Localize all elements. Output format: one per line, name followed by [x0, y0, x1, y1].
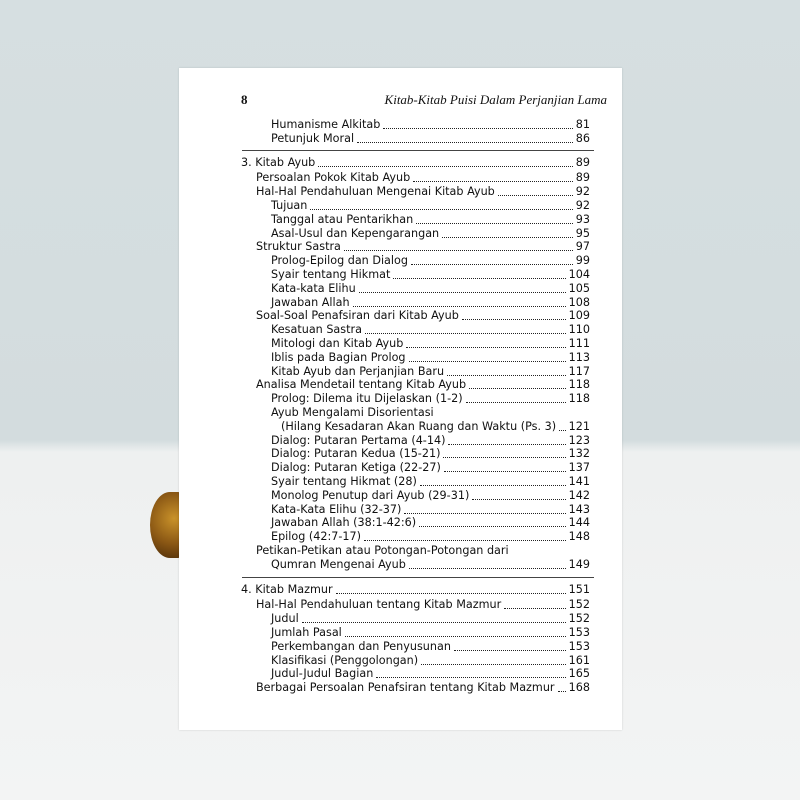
toc-entry-page: 161: [568, 653, 590, 667]
dot-leader: [359, 292, 566, 293]
dot-leader: [472, 499, 565, 500]
toc-entry[interactable]: [271, 282, 590, 296]
dot-leader: [504, 608, 565, 609]
toc-entry-title: Iblis pada Bagian Prolog: [271, 350, 406, 364]
toc-entry-page: 132: [568, 447, 590, 461]
dot-leader: [558, 691, 566, 692]
toc-entry[interactable]: [271, 503, 590, 517]
toc-entry[interactable]: [271, 296, 590, 310]
toc-entry[interactable]: [271, 254, 590, 268]
page-header: [179, 92, 622, 110]
toc-entry-page: 99: [575, 254, 590, 268]
toc-entry[interactable]: [281, 420, 590, 434]
toc-entry-title: Monolog Penutup dari Ayub (29-31): [271, 488, 470, 502]
dot-leader: [383, 128, 572, 129]
toc-entry-title: Qumran Mengenai Ayub: [271, 557, 406, 571]
section-divider: [242, 150, 594, 151]
dot-leader: [393, 278, 565, 279]
toc-entry-title: Berbagai Persoalan Penafsiran tentang Kitab Mazmur: [256, 681, 555, 695]
toc-entry-page: 143: [568, 502, 590, 516]
toc-entry-page: 97: [575, 240, 590, 254]
toc-entry-page: 81: [575, 118, 590, 131]
toc-entry-title: Kata-kata Elihu: [271, 281, 356, 295]
toc-entry[interactable]: [256, 309, 590, 323]
toc-entry-page: 118: [568, 392, 590, 406]
toc-entry-title: Persoalan Pokok Kitab Ayub: [256, 171, 411, 185]
toc-entry-title: Judul: [271, 612, 299, 626]
dot-leader: [404, 513, 565, 514]
dot-leader: [448, 444, 565, 445]
toc-entry[interactable]: [271, 268, 590, 282]
toc-entry-page: 153: [568, 626, 590, 639]
toc-entry[interactable]: [271, 667, 590, 681]
dot-leader: [302, 622, 566, 623]
toc-section-heading[interactable]: [241, 156, 590, 170]
toc-entry-page: 111: [568, 337, 590, 350]
toc-entry-title: Soal-Soal Penafsiran dari Kitab Ayub: [256, 309, 459, 323]
toc-entry-page: 152: [568, 612, 590, 626]
toc-entry[interactable]: [271, 558, 590, 572]
toc-entry-title: Hal-Hal Pendahuluan tentang Kitab Mazmur: [256, 598, 502, 612]
toc-entry-page: 118: [568, 378, 590, 392]
dot-leader: [411, 264, 573, 265]
toc-entry-page: 92: [575, 199, 590, 212]
toc-entry[interactable]: [256, 598, 590, 612]
toc-entry-title: Kesatuan Sastra: [271, 323, 362, 337]
dot-leader: [409, 361, 566, 362]
toc-entry[interactable]: [256, 681, 590, 695]
dot-leader: [443, 457, 565, 458]
toc-entry[interactable]: [271, 612, 590, 626]
toc-entry[interactable]: [256, 378, 590, 392]
toc-entry[interactable]: [271, 118, 590, 132]
toc-entry-title: Syair tentang Hikmat (28): [271, 475, 417, 488]
toc-entry-title: Petunjuk Moral: [271, 131, 355, 145]
toc-entry-title: Syair tentang Hikmat: [271, 268, 391, 281]
dot-leader: [310, 209, 572, 210]
toc-entry-page: 137: [568, 461, 590, 475]
toc-entry-title: Prolog: Dilema itu Dijelaskan (1-2): [271, 392, 463, 406]
toc-entry-title: Tanggal atau Pentarikhan: [271, 212, 414, 226]
toc-entry-title: Epilog (42:7-17): [271, 530, 362, 544]
toc-entry-title: Struktur Sastra: [256, 240, 341, 254]
toc-entry[interactable]: [271, 626, 590, 640]
toc-entry-page: 89: [575, 171, 590, 185]
toc-entry[interactable]: [271, 654, 590, 668]
toc-entry[interactable]: [271, 199, 590, 213]
dot-leader: [376, 677, 565, 678]
dot-leader: [447, 375, 566, 376]
toc-entry-page: 144: [568, 516, 590, 530]
toc-entry[interactable]: [271, 351, 590, 365]
toc-entry-page: 110: [568, 323, 590, 337]
toc-entry[interactable]: [271, 516, 590, 530]
toc-entry-title: Dialog: Putaran Kedua (15-21): [271, 447, 441, 461]
toc-entry-title: Klasifikasi (Penggolongan): [271, 653, 419, 667]
toc-entry-title: Petikan-Petikan atau Potongan-Potongan dari: [256, 544, 509, 557]
dot-leader: [345, 636, 566, 637]
toc-entry-title: Kitab Ayub dan Perjanjian Baru: [271, 364, 445, 378]
dot-leader: [406, 347, 565, 348]
toc-entry-title: Perkembangan dan Penyusunan: [271, 639, 451, 653]
dot-leader: [336, 593, 566, 594]
toc-entry-title: Kata-Kata Elihu (32-37): [271, 502, 402, 516]
toc-entry-page: 141: [568, 475, 590, 488]
toc-entry-page: 142: [568, 488, 590, 502]
toc-entry[interactable]: [256, 185, 590, 199]
toc-entry-page: 117: [568, 364, 590, 378]
toc-entry-page: 152: [568, 598, 590, 612]
section-divider: [242, 577, 594, 578]
toc-entry-title: Dialog: Putaran Pertama (4-14): [271, 433, 446, 447]
book-page: [179, 68, 622, 730]
toc-entry-page: 86: [575, 131, 590, 145]
dot-leader: [419, 526, 565, 527]
toc-entry-title: Mitologi dan Kitab Ayub: [271, 337, 404, 350]
toc-entry-title: Tujuan: [271, 199, 308, 212]
toc-entry-page: 104: [568, 268, 590, 281]
toc-entry-page: 113: [568, 350, 590, 364]
toc-entry-page: 93: [575, 212, 590, 226]
toc-entry-page: 123: [568, 433, 590, 447]
toc-entry-title: (Hilang Kesadaran Akan Ruang dan Waktu (Ps. 3): [281, 419, 557, 433]
dot-leader: [469, 388, 566, 389]
dot-leader: [365, 333, 566, 334]
toc-entry[interactable]: [256, 240, 590, 254]
dot-leader: [559, 430, 566, 431]
toc-entry-title: 4. Kitab Mazmur: [241, 582, 333, 596]
toc-entry-title: Analisa Mendetail tentang Kitab Ayub: [256, 378, 467, 392]
toc-entry-page: 105: [568, 281, 590, 295]
dot-leader: [466, 402, 566, 403]
toc-entry-page: 165: [568, 667, 590, 681]
toc-entry[interactable]: [271, 365, 590, 379]
toc-entry-title: Asal-Usul dan Kepengarangan: [271, 226, 440, 240]
toc-entry[interactable]: [271, 475, 590, 489]
page-number: 8: [241, 92, 248, 107]
dot-leader: [357, 142, 573, 143]
toc-entry-page: 151: [568, 582, 590, 596]
toc-entry[interactable]: [271, 640, 590, 654]
toc-entry[interactable]: [271, 447, 590, 461]
toc-entry[interactable]: [271, 530, 590, 544]
toc-entry-title: Jumlah Pasal: [271, 626, 342, 639]
dot-leader: [421, 664, 566, 665]
toc-entry-page: 153: [568, 639, 590, 653]
toc-entry-page: 109: [568, 309, 590, 323]
toc-entry[interactable]: [271, 461, 590, 475]
toc-entry-title: Ayub Mengalami Disorientasi: [271, 406, 434, 419]
dot-leader: [444, 471, 566, 472]
toc-entry-title: Jawaban Allah (38:1-42:6): [271, 516, 417, 530]
toc-entry[interactable]: [271, 132, 590, 146]
toc-entry-title: Hal-Hal Pendahuluan Mengenai Kitab Ayub: [256, 185, 495, 199]
dot-leader: [420, 485, 566, 486]
toc-entry[interactable]: [271, 323, 590, 337]
toc-entry-page: 121: [568, 419, 590, 433]
dot-leader: [318, 166, 572, 167]
toc-entry-page: 92: [575, 185, 590, 199]
toc-entry-title: Dialog: Putaran Ketiga (22-27): [271, 461, 441, 475]
toc-entry-title: Judul-Judul Bagian: [271, 667, 374, 681]
toc-entry-page: 95: [575, 226, 590, 240]
toc-entry[interactable]: [271, 227, 590, 241]
toc-entry[interactable]: [271, 392, 590, 406]
toc-entry[interactable]: [271, 213, 590, 227]
toc-entry[interactable]: [256, 171, 590, 185]
toc-entry[interactable]: [271, 489, 590, 503]
dot-leader: [498, 195, 573, 196]
toc-entry-title: Jawaban Allah: [271, 295, 350, 309]
dot-leader: [416, 223, 573, 224]
toc-entry[interactable]: [271, 434, 590, 448]
dot-leader: [462, 319, 566, 320]
toc-section-heading[interactable]: [241, 583, 590, 597]
dot-leader: [344, 250, 573, 251]
running-title: Kitab-Kitab Puisi Dalam Perjanjian Lama: [384, 92, 607, 107]
toc-entry-title: Prolog-Epilog dan Dialog: [271, 254, 408, 268]
toc-entry[interactable]: [271, 337, 590, 351]
toc-entry-title: 3. Kitab Ayub: [241, 155, 316, 169]
dot-leader: [353, 306, 566, 307]
toc-entry-page: 149: [568, 557, 590, 571]
toc-entry-page: 168: [568, 681, 590, 695]
toc-entry-page: 148: [568, 530, 590, 544]
dot-leader: [409, 568, 566, 569]
dot-leader: [454, 650, 566, 651]
toc-entry-page: 89: [575, 155, 590, 169]
dot-leader: [442, 237, 573, 238]
toc-entry-page: 108: [568, 295, 590, 309]
dot-leader: [364, 540, 566, 541]
dot-leader: [413, 181, 573, 182]
toc-entry-title: Humanisme Alkitab: [271, 118, 381, 131]
